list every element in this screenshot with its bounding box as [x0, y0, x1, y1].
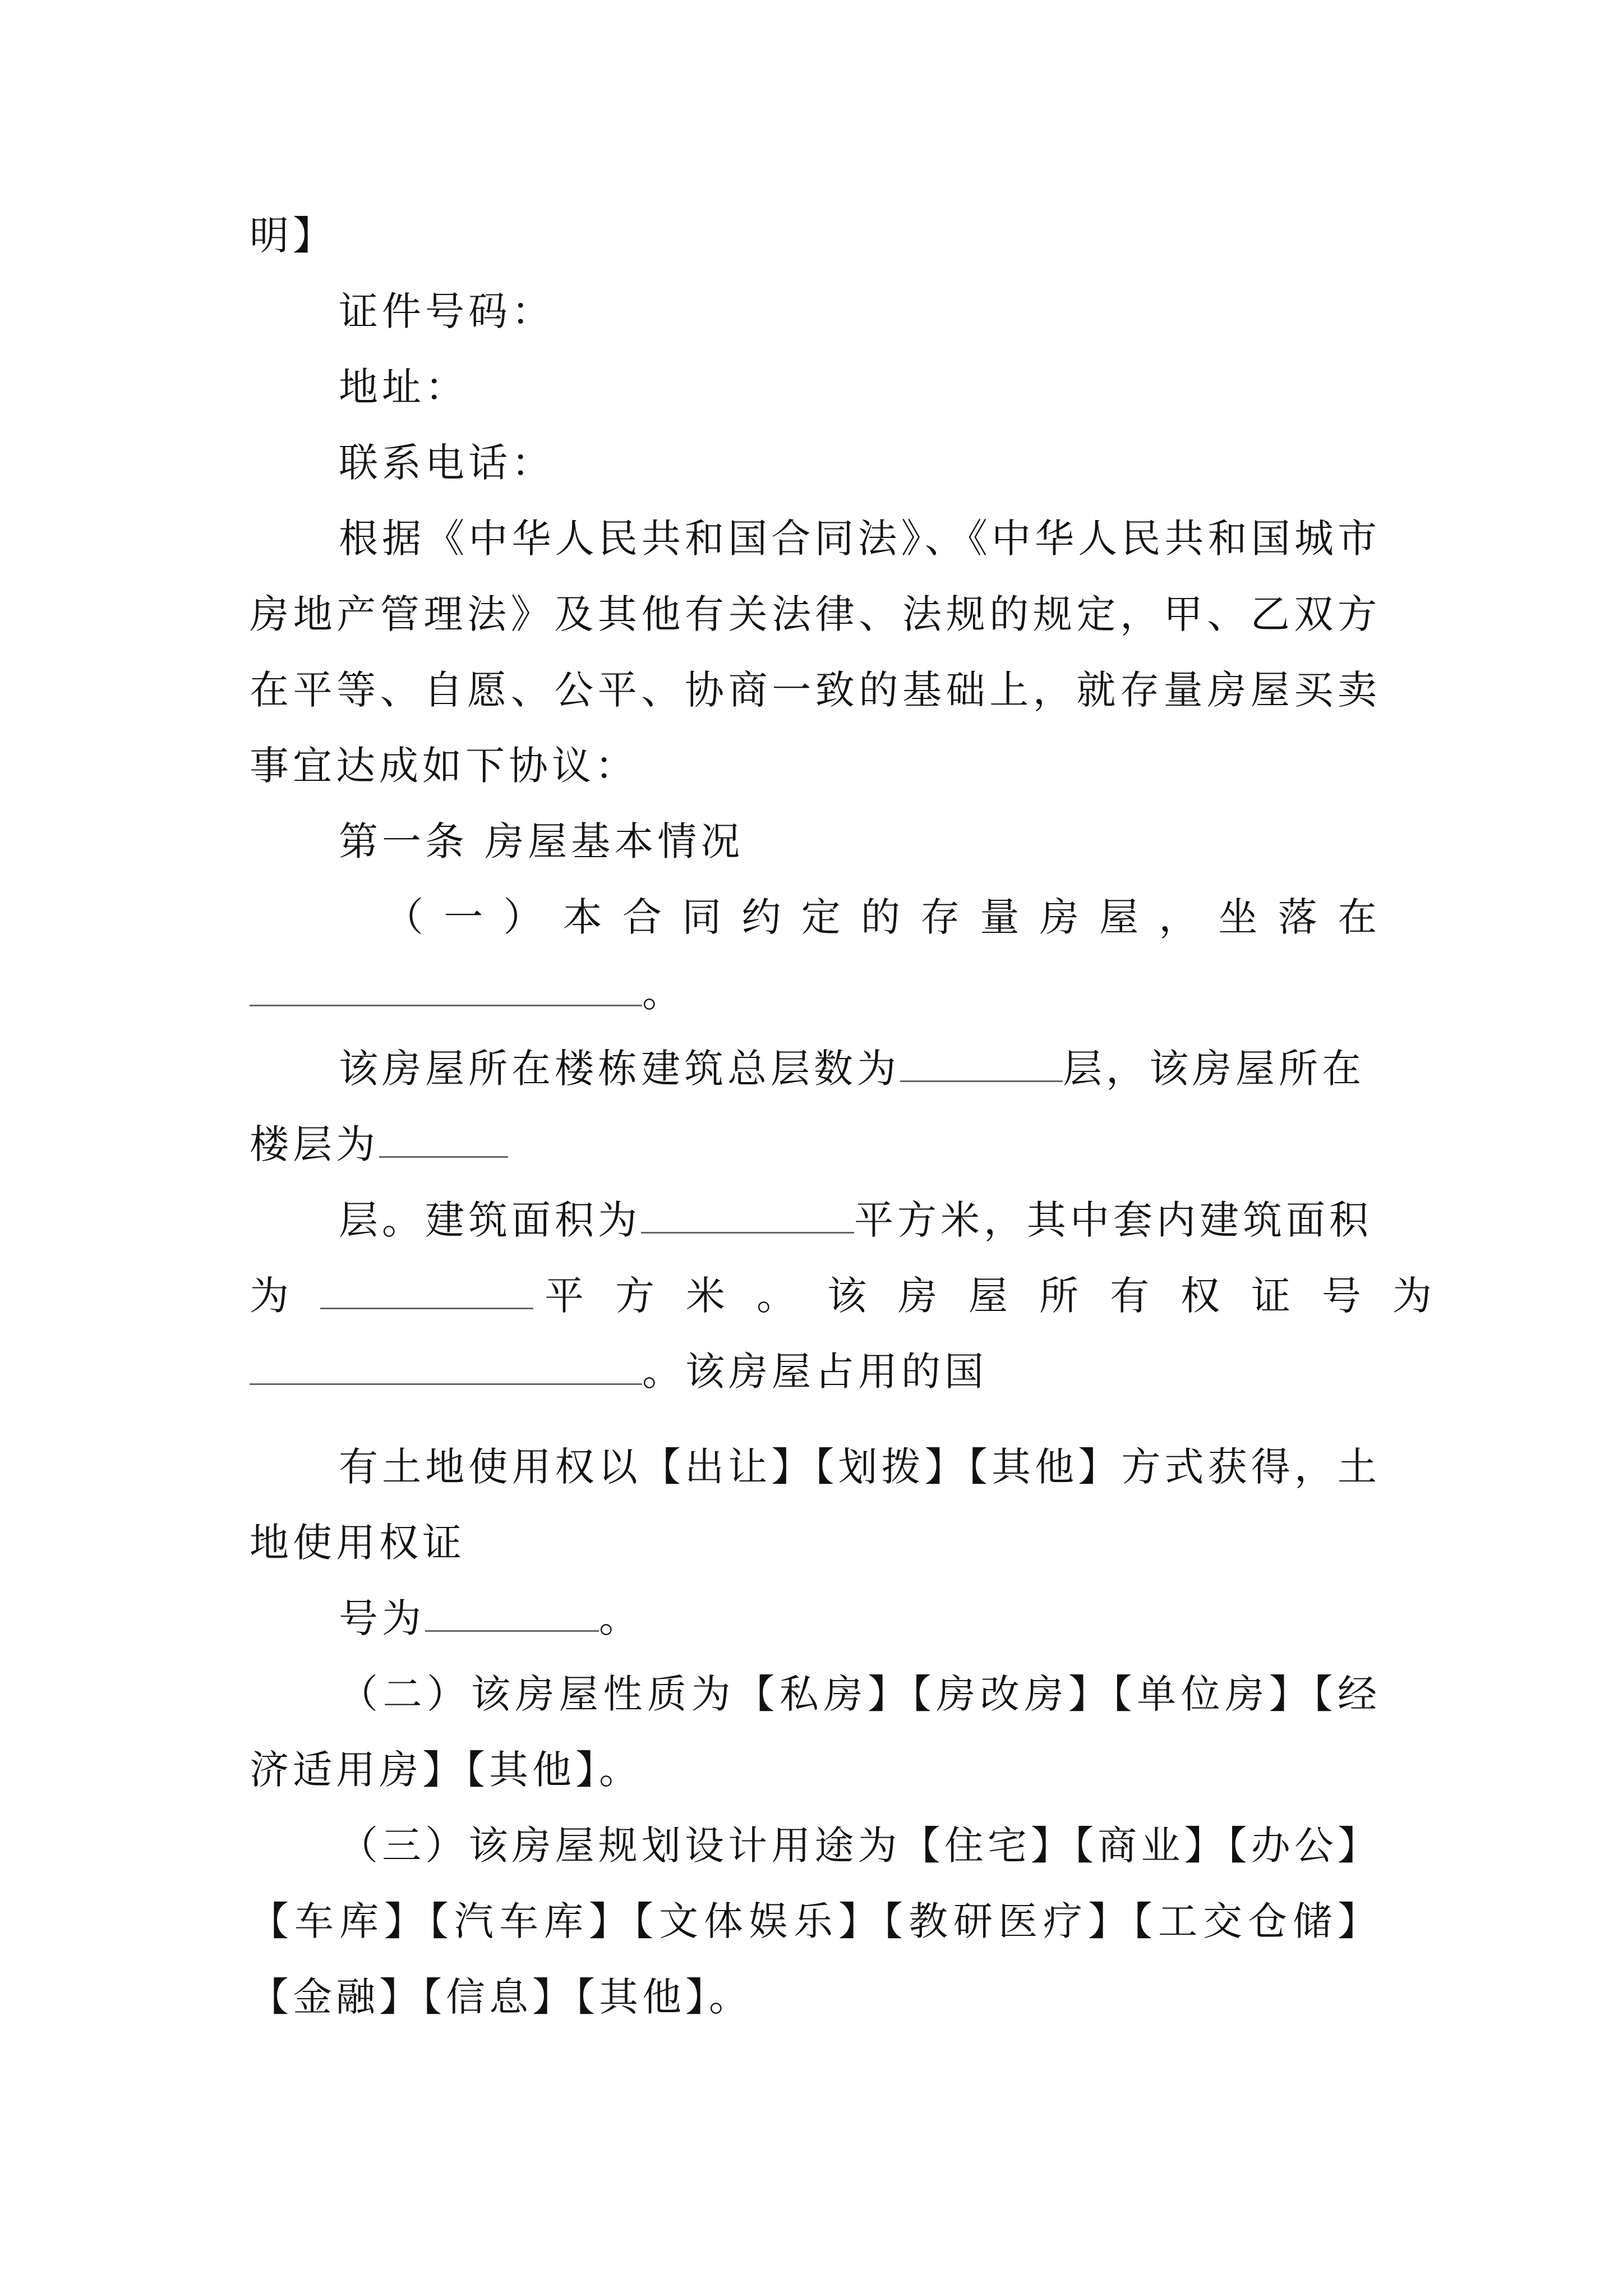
floor-area-blank — [641, 1195, 854, 1234]
floor-line: 楼层为 — [250, 1116, 508, 1172]
preamble-line-4: 事宜达成如下协议： — [250, 743, 638, 789]
inner-area-blank — [320, 1271, 533, 1309]
clause-1-location-blank-line: 。 — [250, 965, 685, 1021]
clause-3-line-1: （三）该房屋规划设计用途为【住宅】【商业】【办公】 — [339, 1823, 1377, 1869]
land-use-line: 有土地使用权以【出让】【划拨】【其他】方式获得，土 — [339, 1444, 1377, 1490]
floor-area-line: 层。建筑面积为 平方米，其中套内建筑面积 — [339, 1192, 1372, 1248]
clause-3-line-2: 【车库】【汽车库】【文体娱乐】【教研医疗】【工交仓储】 — [250, 1898, 1377, 1944]
clause-2-line-1: （二）该房屋性质为【私房】【房改房】【单位房】【经 — [339, 1671, 1377, 1717]
address-label: 地址： — [339, 364, 468, 410]
land-use-certificate-label: 地使用权证 — [250, 1520, 465, 1566]
inner-area-line: 为 平方米。该房屋所有权证号为 — [250, 1268, 1377, 1324]
article-1-heading: 第一条 房屋基本情况 — [339, 818, 744, 864]
clause-2-line-2: 济适用房】【其他】。 — [250, 1747, 642, 1793]
ownership-certificate-line: 。该房屋占用的国 — [250, 1343, 988, 1400]
preamble-line-3: 在平等、自愿、公平、协商一致的基础上，就存量房屋买卖 — [250, 667, 1377, 713]
preamble-line-2: 房地产管理法》及其他有关法律、法规的规定，甲、乙双方 — [250, 591, 1377, 637]
phone-label: 联系电话： — [339, 440, 555, 486]
land-use-certificate-blank — [425, 1593, 599, 1632]
floor-blank — [379, 1119, 508, 1158]
land-use-certificate-number-line: 号为 。 — [339, 1590, 642, 1646]
total-floors-line: 该房屋所在楼栋建筑总层数为 层，该房屋所在 — [339, 1041, 1365, 1097]
id-number-label: 证件号码： — [339, 288, 555, 334]
clause-1-location: （一）本合同约定的存量房屋，坐落在 — [384, 894, 1377, 940]
preamble-line-1: 根据《中华人民共和国合同法》、《中华人民共和国城市 — [339, 516, 1377, 562]
ownership-certificate-blank — [250, 1346, 642, 1385]
location-blank — [250, 968, 642, 1006]
text-line-1: 明】 — [250, 213, 336, 259]
clause-3-line-3: 【金融】【信息】【其他】。 — [250, 1974, 752, 2020]
total-floors-blank — [900, 1043, 1063, 1082]
